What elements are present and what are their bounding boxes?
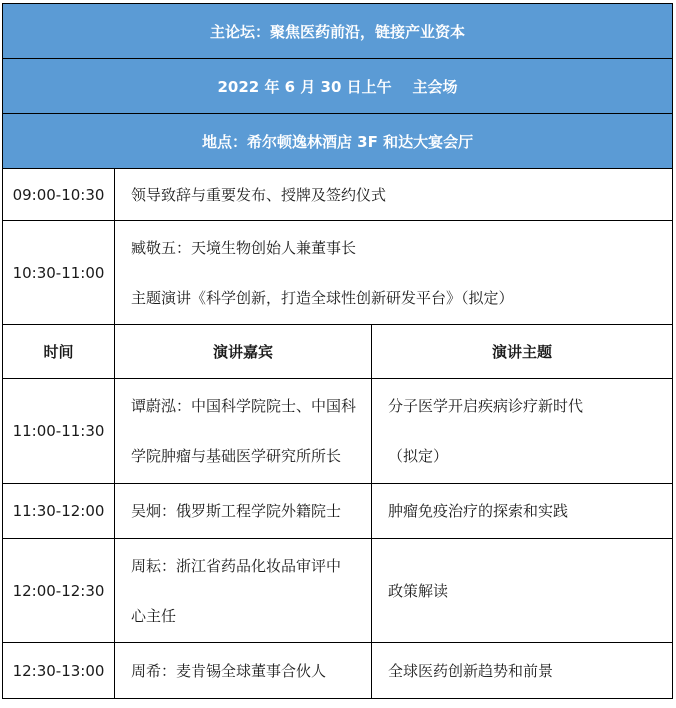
forum-title: 主论坛：聚焦医药前沿，链接产业资本 [3, 4, 673, 59]
date-row [3, 59, 673, 114]
column-header-topic: 演讲主题 [372, 325, 673, 379]
speaker-cell [115, 539, 372, 643]
session-cell [115, 221, 673, 325]
time-cell: 11:30-12:00 [3, 484, 115, 539]
column-header-row [3, 325, 673, 379]
topic-line: （拟定） [388, 447, 449, 465]
time-cell: 12:00-12:30 [3, 539, 115, 643]
keynote-topic: 主题演讲《科学创新，打造全球性创新研发平台》（拟定） [131, 288, 514, 307]
table-row [3, 643, 673, 699]
topic-cell: 肿瘤免疫治疗的探索和实践 [372, 484, 673, 539]
keynote-row [3, 221, 673, 325]
topic-cell: 全球医药创新趋势和前景 [372, 643, 673, 699]
column-header-speaker: 演讲嘉宾 [115, 325, 372, 379]
speaker-cell: 周希：麦肯锡全球董事合伙人 [115, 643, 372, 699]
opening-row [3, 169, 673, 221]
time-cell: 10:30-11:00 [3, 221, 115, 325]
speaker-cell [115, 379, 372, 484]
table-row [3, 539, 673, 643]
keynote-speaker: 臧敬五：天境生物创始人兼董事长 [131, 238, 357, 257]
speaker-line: 学院肿瘤与基础医学研究所所长 [131, 447, 342, 465]
speaker-cell: 吴炯：俄罗斯工程学院外籍院士 [115, 484, 372, 539]
venue-row [3, 114, 673, 169]
forum-venue: 地点：希尔顿逸林酒店 3F 和达大宴会厅 [3, 114, 673, 169]
topic-cell: 政策解读 [372, 539, 673, 643]
forum-date: 2022 年 6 月 30 日上午 主会场 [3, 59, 673, 114]
speaker-line: 周耘：浙江省药品化妆品审评中 [131, 556, 342, 575]
agenda-table [2, 3, 673, 699]
table-row [3, 484, 673, 539]
speaker-line: 谭蔚泓：中国科学院院士、中国科 [131, 397, 357, 415]
column-header-time: 时间 [3, 325, 115, 379]
time-cell: 11:00-11:30 [3, 379, 115, 484]
topic-line: 分子医学开启疾病诊疗新时代 [388, 397, 584, 415]
title-row [3, 4, 673, 59]
session-cell: 领导致辞与重要发布、授牌及签约仪式 [115, 169, 673, 221]
topic-cell [372, 379, 673, 484]
speaker-line: 心主任 [131, 606, 177, 625]
time-cell: 09:00-10:30 [3, 169, 115, 221]
time-cell: 12:30-13:00 [3, 643, 115, 699]
table-row [3, 379, 673, 484]
